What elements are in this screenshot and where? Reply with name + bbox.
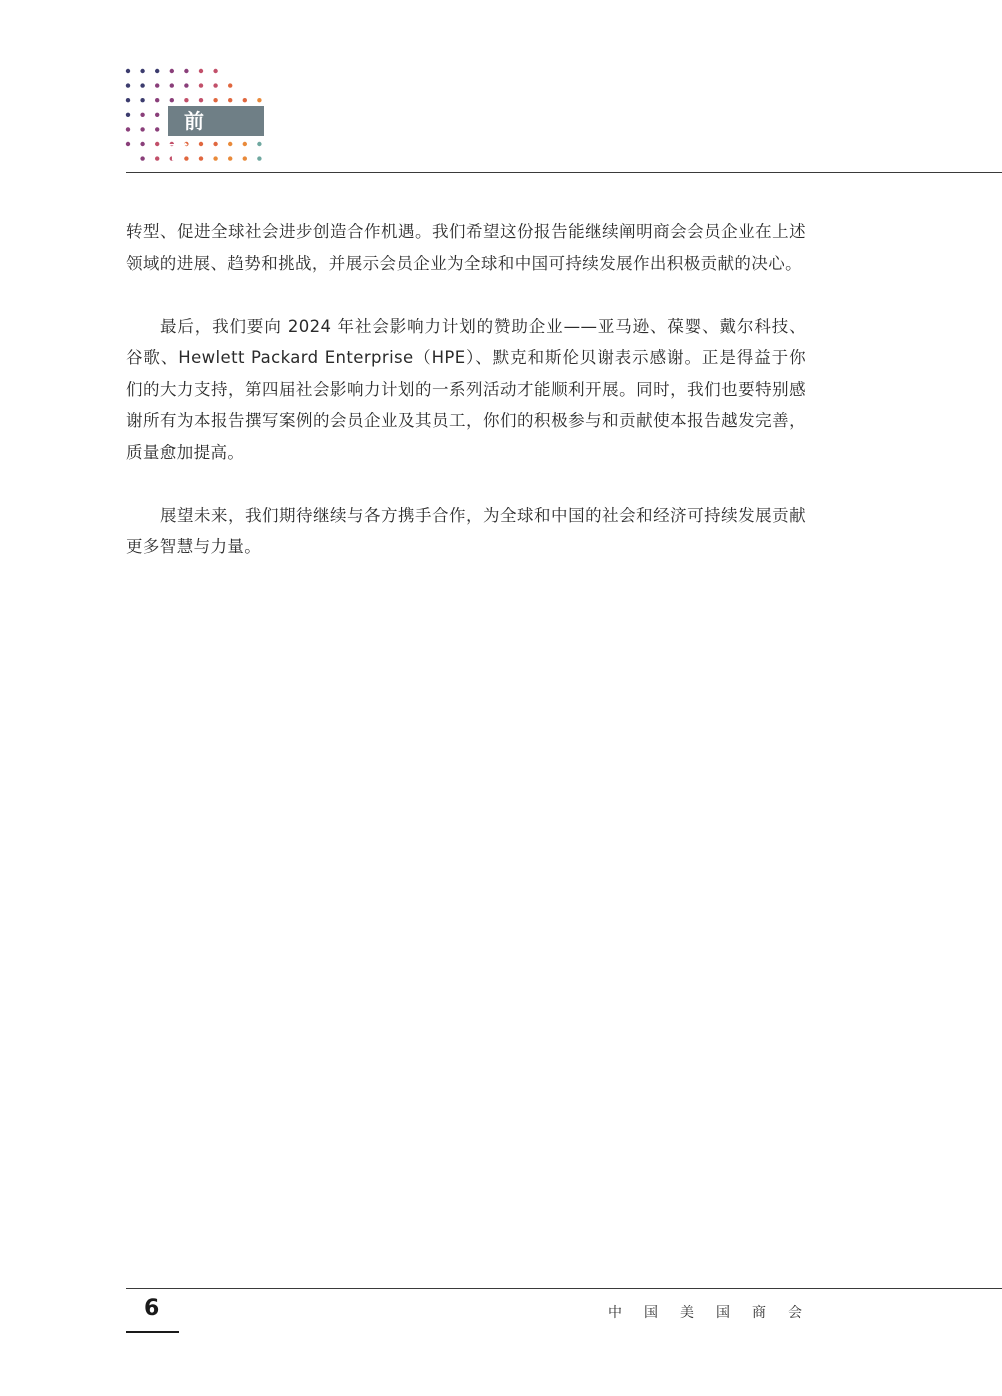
decorative-dot [228,142,232,146]
decorative-dot [257,142,261,146]
decorative-dot [228,156,232,160]
footer-divider [126,1288,1002,1289]
decorative-dot [140,83,144,87]
decorative-dot [257,156,261,160]
decorative-dot [126,83,130,87]
paragraph-3: 展望未来，我们期待继续与各方携手合作，为全球和中国的社会和经济可持续发展贡献更多智慧与力量。 [126,505,806,556]
decorative-dot [155,98,159,102]
decorative-dot [170,98,174,102]
decorative-dot [126,69,130,73]
decorative-dot [213,156,217,160]
decorative-dot [257,98,261,102]
decorative-dot [126,127,130,131]
decorative-dot [140,127,144,131]
decorative-dot [140,69,144,73]
decorative-dot [243,98,247,102]
body-text [126,216,806,594]
decorative-dot [199,98,203,102]
decorative-dot [243,156,247,160]
decorative-dot [140,142,144,146]
decorative-dot [170,69,174,73]
decorative-dot [199,69,203,73]
decorative-dot [126,98,130,102]
decorative-dot [243,142,247,146]
decorative-dot [140,98,144,102]
decorative-dot [170,83,174,87]
paragraph-2: 最后，我们要向 2024 年社会影响力计划的赞助企业——亚马逊、葆婴、戴尔科技、谷歌、Hewlett Packard Enterprise（HPE）、默克和斯伦贝谢表示感谢。正是得益于你们的大力支持，第四届社会影响力计划的一系列活动才能顺利开展。同时，我们也要特别感谢所有为本报告撰写案例的会员企业及其员工，你们的积极参与和贡献使本报告越发完善，质量愈加提高。 [126,316,806,462]
decorative-dot [126,113,130,117]
decorative-dot [184,83,188,87]
decorative-dot [140,113,144,117]
decorative-dot [155,142,159,146]
page-number: 6 [144,1296,160,1321]
decorative-dot [184,98,188,102]
decorative-dot [155,156,159,160]
footer-organization: 中国美国商会 [608,1305,824,1321]
decorative-dot [213,98,217,102]
decorative-dot [155,113,159,117]
decorative-dot [228,83,232,87]
decorative-dot [184,69,188,73]
decorative-dot [213,69,217,73]
header-divider [126,172,1002,173]
decorative-dot [155,127,159,131]
decorative-dot [228,98,232,102]
decorative-dot [213,83,217,87]
decorative-dot-pattern [0,0,300,170]
decorative-dot [213,142,217,146]
decorative-dot [140,156,144,160]
decorative-dot [199,83,203,87]
paragraph-1: 转型、促进全球社会进步创造合作机遇。我们希望这份报告能继续阐明商会会员企业在上述领域的进展、趋势和挑战，并展示会员企业为全球和中国可持续发展作出积极贡献的决心。 [126,222,806,273]
decorative-dot [126,142,130,146]
decorative-dot [155,69,159,73]
section-title: 前 言 [168,106,264,136]
decorative-dot [155,83,159,87]
page-number-underline [126,1331,179,1333]
